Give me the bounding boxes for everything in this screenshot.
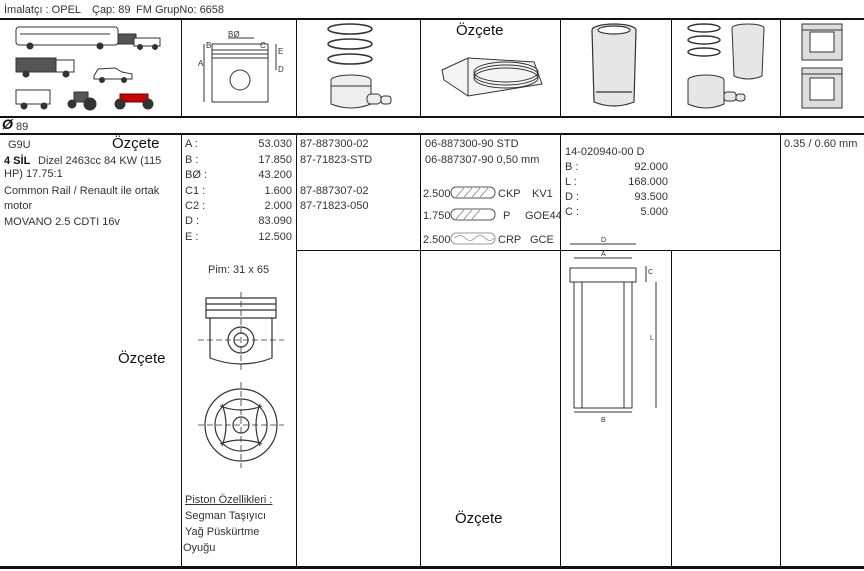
bottom-border <box>0 566 864 569</box>
engine-kit-icon <box>684 22 774 114</box>
piston-section-icon <box>798 22 848 114</box>
svg-text:B: B <box>206 41 212 50</box>
scraper-ring-icon <box>450 207 496 223</box>
piston-feature: Yağ Püskürtme <box>185 526 260 538</box>
watermark-label: Özçete <box>456 22 504 39</box>
ring-type: P <box>503 210 511 222</box>
ring-width: 1.750 <box>423 210 451 222</box>
ring-code: GCE <box>530 234 554 246</box>
engine-description-4: motor <box>4 200 33 212</box>
piston-dim-label: BØ : <box>185 169 208 181</box>
manufacturer-label: İmalatçı : OPEL <box>4 4 82 16</box>
oversize-values: 0.35 / 0.60 mm <box>784 138 858 150</box>
cylinder-liner-icon <box>588 22 644 114</box>
liner-dim-value: 168.000 <box>628 176 668 188</box>
diameter-symbol: Ø <box>2 116 13 132</box>
piston-feature: Oyuğu <box>183 542 216 554</box>
oil-ring-icon <box>450 231 496 247</box>
piston-part-number: 87-71823-STD <box>300 154 373 166</box>
liner-dim-value: 5.000 <box>640 206 668 218</box>
bore-label: Çap: 89 <box>92 4 131 16</box>
piston-dim-label: B : <box>185 154 199 166</box>
liner-dim-value: 92.000 <box>634 161 668 173</box>
svg-text:B: B <box>601 417 606 424</box>
svg-text:A: A <box>601 251 606 258</box>
liner-dim-label: D : <box>565 191 580 203</box>
svg-text:BØ: BØ <box>228 30 240 39</box>
piston-feature: Segman Taşıyıcı <box>185 510 267 522</box>
watermark-label: Özçete <box>112 135 160 152</box>
piston-features-title: Piston Özellikleri : <box>185 494 273 506</box>
engine-cylinders: 4 SİL <box>4 155 31 167</box>
svg-text:D: D <box>601 237 607 244</box>
liner-dim-label: L : <box>565 176 577 188</box>
ring-set-box-icon <box>440 44 550 104</box>
engine-description-2: HP) 17.75:1 <box>4 168 63 180</box>
liner-technical-drawing-icon <box>564 236 664 426</box>
svg-text:D: D <box>278 65 284 74</box>
liner-dim-label: C : <box>565 206 580 218</box>
piston-dim-value: 43.200 <box>258 169 292 181</box>
piston-part-number: 87-887300-02 <box>300 138 369 150</box>
piston-dim-label: E : <box>185 231 199 243</box>
svg-text:C: C <box>648 269 654 276</box>
piston-side-drawing-icon <box>196 292 286 372</box>
liner-dim-value: 93.500 <box>634 191 668 203</box>
icons-divider <box>0 116 864 118</box>
svg-text:L: L <box>650 335 654 342</box>
piston-dim-value: 2.000 <box>264 200 292 212</box>
header-divider <box>0 18 864 20</box>
engine-description-1: Dizel 2463cc 84 KW (115 <box>38 155 162 167</box>
watermark-label: Özçete <box>455 510 503 527</box>
piston-dimension-diagram-icon <box>198 30 288 114</box>
ring-width: 2.500 <box>423 234 451 246</box>
piston-dim-value: 53.030 <box>258 138 292 150</box>
ring-set-part-number: 06-887300-90 STD <box>425 138 519 150</box>
piston-dim-value: 1.600 <box>264 185 292 197</box>
svg-text:A: A <box>198 59 204 68</box>
engine-code: G9U <box>8 139 31 151</box>
ring-type: CRP <box>498 234 522 246</box>
piston-dim-label: C2 : <box>185 200 206 212</box>
vehicles-icon <box>10 24 175 114</box>
liner-dim-label: B : <box>565 161 579 173</box>
ring-code: KV1 <box>532 188 553 200</box>
piston-dim-label: D : <box>185 215 200 227</box>
ring-set-part-number: 06-887307-90 0,50 mm <box>425 154 540 166</box>
group-label: FM GrupNo: 6658 <box>136 4 225 16</box>
piston-part-number: 87-887307-02 <box>300 185 369 197</box>
diameter-value: 89 <box>16 121 29 133</box>
ring-width: 2.500 <box>423 188 451 200</box>
svg-text:E: E <box>278 47 284 56</box>
piston-dim-value: 83.090 <box>258 215 292 227</box>
pin-size: Pim: 31 x 65 <box>208 264 270 276</box>
watermark-label: Özçete <box>118 350 166 367</box>
engine-description-3: Common Rail / Renault ile ortak <box>4 185 160 197</box>
svg-text:C: C <box>260 41 266 50</box>
ring-type: CKP <box>498 188 521 200</box>
compression-ring-icon <box>450 185 496 201</box>
ring-code: GOE44 <box>525 210 562 222</box>
vehicle-model: MOVANO 2.5 CDTI 16v <box>4 216 120 228</box>
piston-with-rings-icon <box>325 22 400 114</box>
piston-dim-value: 17.850 <box>258 154 292 166</box>
piston-dim-label: A : <box>185 138 198 150</box>
piston-top-drawing-icon <box>198 382 284 468</box>
liner-part-number: 14-020940-00 D <box>565 146 645 158</box>
piston-part-number: 87-71823-050 <box>300 200 369 212</box>
piston-dim-label: C1 : <box>185 185 206 197</box>
piston-dim-value: 12.500 <box>258 231 292 243</box>
